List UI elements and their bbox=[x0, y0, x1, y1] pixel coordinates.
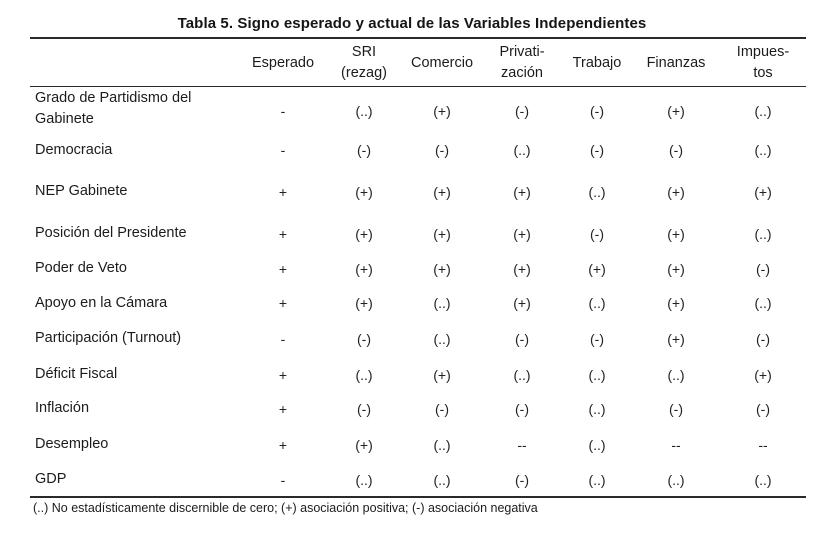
header-impuestos: Impues- tos bbox=[736, 44, 790, 81]
header-rule bbox=[30, 86, 806, 87]
table-cell: (-) bbox=[756, 401, 770, 417]
table-cell: (-) bbox=[590, 226, 604, 242]
table-cell: (-) bbox=[435, 401, 449, 417]
table-cell: (-) bbox=[756, 261, 770, 277]
header-finanzas: Finanzas bbox=[646, 54, 706, 71]
table-cell: (-) bbox=[357, 142, 371, 158]
table-cell: (+) bbox=[667, 184, 685, 200]
table-cell: (..) bbox=[433, 295, 451, 311]
table-cell: (..) bbox=[355, 472, 373, 488]
row-label: Desempleo bbox=[35, 436, 109, 452]
header-esperado: Esperado bbox=[251, 54, 315, 71]
table-cell: (+) bbox=[754, 367, 772, 383]
table-cell: (+) bbox=[667, 295, 685, 311]
header-comercio: Comercio bbox=[410, 54, 474, 71]
table-cell: (+) bbox=[433, 261, 451, 277]
row-label: Posición del Presidente bbox=[35, 225, 187, 241]
row-label: Democracia bbox=[35, 142, 113, 158]
table-cell: (..) bbox=[588, 295, 606, 311]
table-cell: (..) bbox=[754, 295, 772, 311]
table-cell: (..) bbox=[754, 472, 772, 488]
row-label: Inflación bbox=[35, 400, 90, 416]
table-cell: (-) bbox=[515, 472, 529, 488]
header-privatizacion: Privati- zación bbox=[499, 44, 545, 81]
table-cell: (+) bbox=[355, 226, 373, 242]
row-label: Déficit Fiscal bbox=[35, 366, 118, 382]
table-cell: (-) bbox=[590, 331, 604, 347]
row-label: NEP Gabinete bbox=[35, 183, 128, 199]
table-cell: (-) bbox=[357, 331, 371, 347]
row-label: GDP bbox=[35, 471, 67, 487]
table-cell: (+) bbox=[433, 184, 451, 200]
table-cell: (+) bbox=[433, 367, 451, 383]
table-cell: (+) bbox=[355, 184, 373, 200]
table-cell: (..) bbox=[513, 142, 531, 158]
table-footnote: (..) No estadísticamente discernible de cero; (+) asociación positiva; (-) asociación negativa bbox=[33, 501, 538, 515]
table-cell: -- bbox=[671, 437, 681, 453]
table-cell: (..) bbox=[588, 472, 606, 488]
table-cell: - bbox=[280, 331, 286, 347]
table-cell: (..) bbox=[433, 437, 451, 453]
table-cell: + bbox=[278, 367, 288, 383]
table-cell: + bbox=[278, 437, 288, 453]
table-cell: (+) bbox=[513, 261, 531, 277]
bottom-rule bbox=[30, 496, 806, 498]
table-cell: (+) bbox=[355, 295, 373, 311]
table-cell: - bbox=[280, 472, 286, 488]
table-cell: (-) bbox=[515, 331, 529, 347]
table-cell: (..) bbox=[667, 472, 685, 488]
table-cell: (..) bbox=[588, 437, 606, 453]
row-label: Poder de Veto bbox=[35, 260, 127, 276]
table-cell: (+) bbox=[588, 261, 606, 277]
table-cell: + bbox=[278, 184, 288, 200]
table-cell: (+) bbox=[667, 331, 685, 347]
table-cell: (-) bbox=[435, 142, 449, 158]
table-cell: + bbox=[278, 401, 288, 417]
table-cell: (..) bbox=[754, 103, 772, 119]
row-label: Apoyo en la Cámara bbox=[35, 295, 168, 311]
table-cell: (-) bbox=[515, 401, 529, 417]
table-cell: (+) bbox=[355, 437, 373, 453]
table-title: Tabla 5. Signo esperado y actual de las Variables Independientes bbox=[177, 15, 647, 32]
table-cell: (+) bbox=[433, 103, 451, 119]
table-cell: (..) bbox=[355, 103, 373, 119]
row-label: Participación (Turnout) bbox=[35, 330, 182, 346]
table-cell: (..) bbox=[754, 142, 772, 158]
table-cell: (+) bbox=[667, 103, 685, 119]
header-trabajo: Trabajo bbox=[572, 54, 622, 71]
header-sri-rezag: SRI (rezag) bbox=[341, 44, 387, 81]
row-label: Grado de Partidismo del Gabinete bbox=[35, 90, 192, 127]
table-cell: (-) bbox=[590, 142, 604, 158]
table-cell: (..) bbox=[513, 367, 531, 383]
table-cell: (-) bbox=[669, 401, 683, 417]
table-cell: (+) bbox=[667, 261, 685, 277]
table-cell: (+) bbox=[355, 261, 373, 277]
table-cell: -- bbox=[517, 437, 527, 453]
table-cell: (+) bbox=[513, 226, 531, 242]
table-cell: (..) bbox=[588, 184, 606, 200]
table-cell: + bbox=[278, 261, 288, 277]
table-cell: (+) bbox=[667, 226, 685, 242]
table-cell: -- bbox=[758, 437, 768, 453]
table-cell: - bbox=[280, 103, 286, 119]
table-cell: + bbox=[278, 226, 288, 242]
table-cell: (..) bbox=[588, 401, 606, 417]
table-cell: (-) bbox=[357, 401, 371, 417]
table-cell: (+) bbox=[754, 184, 772, 200]
table-cell: (-) bbox=[590, 103, 604, 119]
table-cell: (+) bbox=[513, 295, 531, 311]
table-cell: (+) bbox=[513, 184, 531, 200]
table-cell: (..) bbox=[588, 367, 606, 383]
table-cell: (..) bbox=[433, 331, 451, 347]
top-rule bbox=[30, 37, 806, 39]
table-cell: (..) bbox=[355, 367, 373, 383]
table-cell: (+) bbox=[433, 226, 451, 242]
table-cell: (-) bbox=[515, 103, 529, 119]
table-cell: (-) bbox=[756, 331, 770, 347]
table-cell: (..) bbox=[433, 472, 451, 488]
table-cell: (-) bbox=[669, 142, 683, 158]
table-cell: (..) bbox=[754, 226, 772, 242]
table-cell: - bbox=[280, 142, 286, 158]
table-cell: + bbox=[278, 295, 288, 311]
table-cell: (..) bbox=[667, 367, 685, 383]
